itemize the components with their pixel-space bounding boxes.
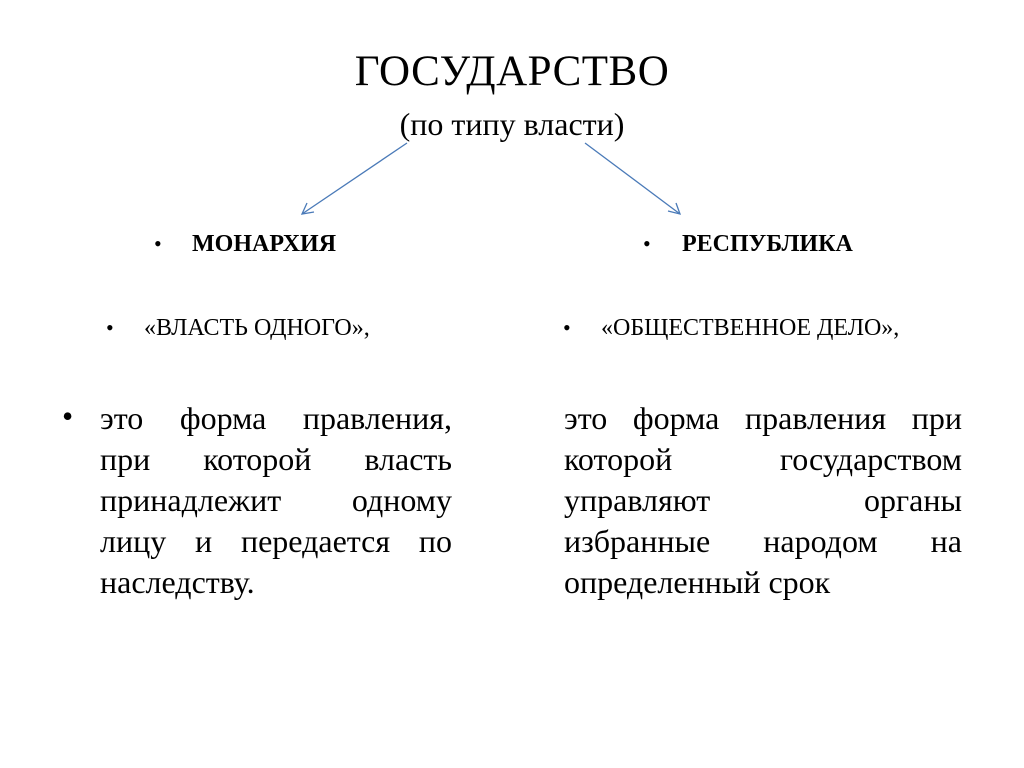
republic-definition-line: определенный срок (564, 564, 831, 600)
slide-subtitle: (по типу власти) (399, 106, 625, 142)
republic-term: РЕСПУБЛИКА (682, 231, 853, 257)
monarchy-definition (100, 398, 452, 603)
monarchy-meaning-bullet: • (106, 315, 114, 340)
republic-meaning: «ОБЩЕСТВЕННОЕ ДЕЛО», (601, 315, 900, 341)
monarchy-definition-bullet: • (62, 398, 74, 434)
monarchy-bullet: • (154, 231, 162, 256)
monarchy-definition-line: наследству. (100, 564, 255, 600)
arrow-to-monarchy (302, 143, 407, 214)
republic-meaning-bullet: • (563, 315, 571, 340)
monarchy-definition-line: это форма правления, (100, 400, 452, 436)
monarchy-definition-line: при которой власть (100, 441, 452, 477)
republic-bullet: • (643, 231, 651, 256)
monarchy-definition-line: лицу и передается по (100, 523, 452, 559)
slide-title: ГОСУДАРСТВО (354, 48, 670, 95)
monarchy-term: МОНАРХИЯ (192, 231, 337, 257)
republic-definition (564, 398, 962, 603)
monarchy-meaning: «ВЛАСТЬ ОДНОГО», (144, 315, 370, 341)
arrow-to-republic (585, 143, 680, 214)
republic-definition-line: это форма правления при (564, 400, 962, 436)
monarchy-definition-line: принадлежит одному (100, 482, 452, 518)
republic-definition-line: которой государством (564, 441, 962, 477)
republic-definition-line: управляют органы (564, 482, 962, 518)
republic-definition-line: избранные народом на (564, 523, 962, 559)
